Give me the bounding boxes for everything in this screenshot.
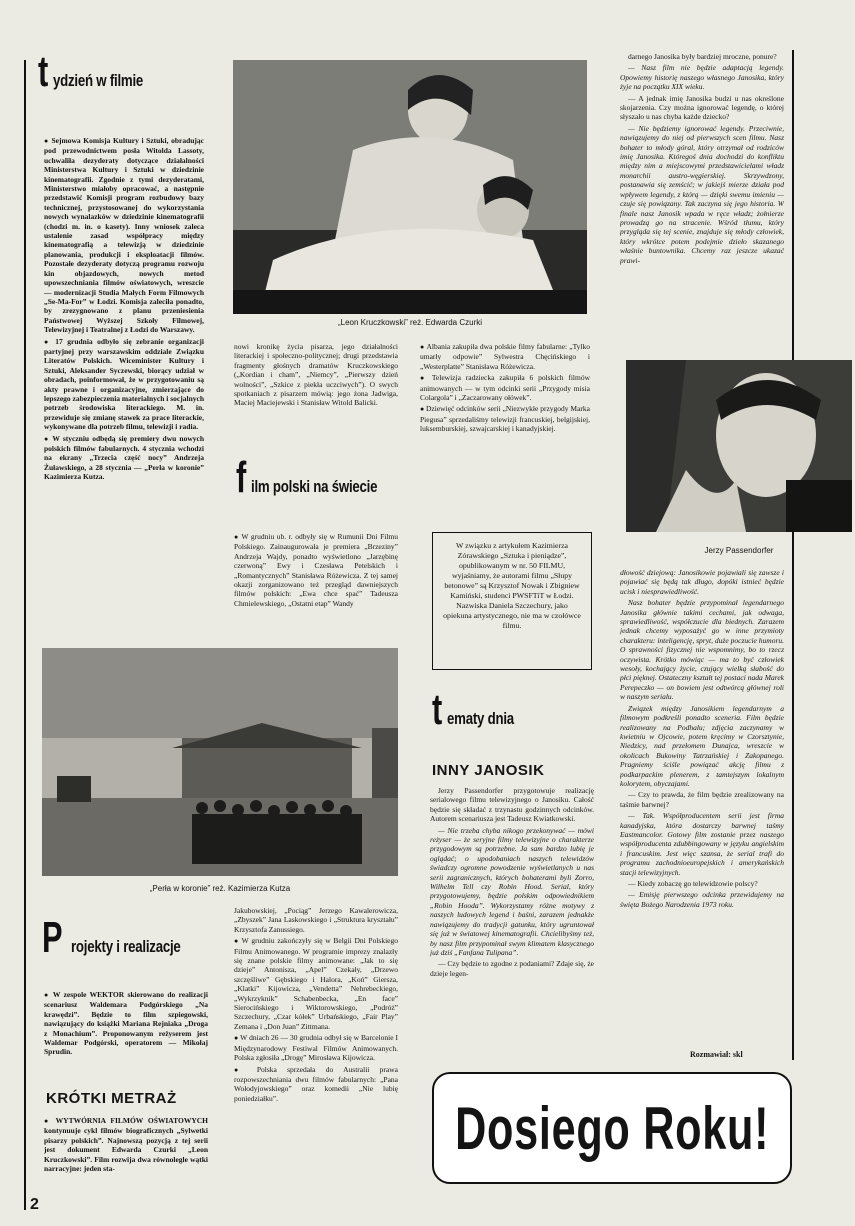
film-still-image [42,648,398,876]
news-column-film-polski: ● W grudniu ub. r. odbyły się w Rumunii Dni Filmu Polskiego. Zainaugurowała je premiera „Brzeziny” Andrzeja Wajdy, ponadto wyświetlono „Jarzębinę czerwoną” Ewy i Czesława Petelskich i „Romantycznych” Stanisława Różewicza. Z tej samej okazji zorganizowano też przegląd dawniejszych filmów polskich: „Ewa chce spać” Tadeusza Chmielewskiego, „Ostatni etap” Wandy [234,532,398,622]
news-item: ● 17 grudnia odbyło się zebranie organizacji partyjnej przy warszawskim oddziale Związku Literatów Polskich. Wiceminister Kultury i Sztuki, Aleksander Syczewski, biorący udział w obradach, poinformował, że w przygotowaniu są akty prawne i organizacyjne, zmierzające do lepszego zabezpieczenia materialnych i socjalnych potrzeb środowiska literackiego. M. in. przewiduje się zmianę stawek za prace literackie, wykonywane dla potrzeb filmu, telewizji i radia. [44,337,204,432]
column-rule [24,60,26,1210]
photo-caption: „Leon Kruczkowski” reż. Edwarda Czurki [337,318,483,327]
article-inny-janosik: Jerzy Passendorfer przygotowuje realizację serialowego filmu telewizyjnego o Janosiku. Całość będzie się składać z trzynastu godzinnych odcinków. Autorem scenariusza jest Tadeusz Kwiatkowski. — Nie trzeba chyba nikogo przekonywać — mówi reżyser — że seryjne filmy telewizyjne o charakterze przygodowym są potrzebne. Ja sam bardzo lubię je oglądać; o upodobaniach naszych telewidzów świadczy ogromne powodzenie wyświetlanych u nas serii zagranicznych, których bohaterami byli Zorro, Wilhelm Tell czy Robin Hood. Serial, który przygotowujemy, będzie polskim odpowiednikiem „Robin Hooda”. Wykorzystamy różne motywy z naszych ludowych legend i baśni, zarazem jednakże nawiązujemy do tradycji gatunku, który ugruntował się już w światowej kinematografii. Chcielibyśmy też, by nasz film przypominał swym klimatem klasycznego już dziś „Fanfana Tulipana”. — Czy będzie to zgodne z podaniami? Zdaje się, że dzieje legen- [430,786,594,978]
article-column-4-top: darnego Janosika były bardziej mroczne, ponure? — Nasz film nie będzie adaptacją legendy. Opowiemy historię naszego własnego Janosika, który żyje na początku XIX wieku. — A jednak imię Janosika budzi u nas określone skojarzenia. Czy można ignorować legendę, o której słyszało u nas chyba każde dziecko? — Nie będziemy ignorować legendy. Przeciwnie, nawiązujemy do niej od pierwszych scen filmu. Nasz bohater to młody góral, który otrzymał od rodziców imię Janosika. Któregoś dnia dochodzi do konfliktu między nim a miejscowymi przedstawicielami władz monarchii austro-węgierskiej. Skrzywdzony, postanawia się zemścić; w jakiejś mierze działa pod wpływem legendy, z którą — dzięki swemu imieniu — czuje się powiązany. Tak zaczyna się jego historia. W finale nasz Janosik wpada w ręce władz; żołnierze prowadzą go na stracenie. Wśród tłumu, który przygląda się tej scenie, znajduje się młody człowiek, który wkrótce potem podejmie dzieło skazanego właśnie buntownika. Chcemy raz jeszcze ukazać prawi- [620,52,784,265]
photo-jerzy-passendorfer [626,360,852,532]
page-number: 2 [30,1196,39,1213]
film-still-image [233,60,587,314]
photo-leon-kruczkowski [233,60,587,314]
news-item: ● W styczniu odbędą się premiery dwu nowych polskich filmów fabularnych. 4 stycznia wchodzi na ekrany „Trzecia część nocy” Andrzeja Żuławskiego, a 28 stycznia — „Perła w koronie” Kazimierza Kutza. [44,434,204,482]
photo-caption: „Perła w koronie” reż. Kazimierza Kutza [149,884,291,893]
news-column-3-top [420,342,590,512]
section-heading-tematy: t ematy dnia [432,685,514,734]
news-item: ● Sejmowa Komisja Kultury i Sztuki, obradując pod przewodnictwem posła Witolda Lassoty, uchwaliła dezyderaty dotyczące działalności Ministerstwa Kultury i Sztuki w dziedzinie kinematografii. Zgodnie z tymi dezyderatami, Ministerstwo miałoby opracować, a następnie przedstawić Komisji program rozbudowy bazy technicznej, przystosowanej do wykorzystania nowych wynalazków w dziedzinie kinematografii (chodzi m. in. o kasety). Inny wniosek zaleca ustalenie zasad współpracy między kinematografią a telewizją w dziedzinie planowania, produkcji i eksploatacji filmów. Pozostałe dezyderaty dotyczą programu rozwoju kin objazdowych, nowych metod upowszechniania filmów oświatowych, wreszcie — modernizacji Studia Małych Form Filmowych „Se-Ma-For” w Łodzi. Komisja zaleciła ponadto, by zrezygnowano z planu przeniesienia Państwowej Wyższej Szkoły Filmowej, Telewizyjnej i Teatralnej z Łodzi do Warszawy. [44,136,204,335]
krotki-metraz-heading: KRÓTKI METRAŻ [46,1090,177,1107]
section-heading-projekty: P rojekty i realizacje [42,913,181,962]
news-item: ● Albania zakupiła dwa polskie filmy fabularne: „Tylko umarły odpowie” Sylwestra Chęcińskiego i „Westerplatte” Stanisława Różewicza. [420,342,590,371]
new-year-banner: Dosiego Roku! [432,1072,792,1184]
column-rule [792,50,794,1060]
news-item: ● Telewizja radziecka zakupiła 6 polskich filmów animowanych — w tym odcinki serii „Przygody misia Colargola” i „Zaczarowany ołówek”. [420,373,590,402]
photo-caption: Jerzy Passendorfer [704,546,774,555]
article-column-4-bottom: dłowość dziejową: Janosikowie pojawiali się zawsze i pojawiać się będą tak długo, dopóki istnieć będzie ucisk i niesprawiedliwość. Nasz bohater będzie przypominał legendarnego Janosika głównie takimi cechami, jak odwaga, sprawiedliwość, współczucie dla biednych. Zarazem jednak chcemy wyposażyć go w inne przymioty charakteru: inteligencję, spryt, duże poczucie humoru. O sprawności fizycznej nie wspomnimy, bo to rzecz oczywista. Krótko mówiąc — ma to być człowiek wesoły, kochający życie, czujący wielką słabość do płci pięknej. Ostateczny kształt tej postaci nada Marek Perepeczko — on bowiem jest odtwórcą głównej roli w naszym serialu. Związek między Janosikiem legendarnym a filmowym podkreśli ponadto sceneria. Film będzie realizowany na Podhalu; zdjęcia zaczynamy w kwietniu w Ojcowie, potem kręcimy w Czorsztynie, Niedzicy, nad przełomem Dunajca, wreszcie w okolicach Bukowiny Tatrzańskiej i Zakopanego. Pragniemy ściśle powiązać akcję filmu z podkarpackim plenerem, z tamtejszym lokalnym kolorytem, obyczajami. — Czy to prawda, że film będzie zrealizowany na taśmie barwnej? — Tak. Współproducentem serii jest firma kanadyjska, która dostarczy barwnej taśmy Eastmancolor. Gotowy film zostanie przez naszego współproducenta zdubbingowany w języku angielskim i francuskim. Jest więc szansa, że serial trafi do programu zachodnioeuropejskich i amerykańskich stacji telewizyjnych. — Kiedy zobaczę go telewidzowie polscy? — Emisję pierwszego odcinka przewidujemy na święta Bożego Narodzenia 1973 roku. [620,568,784,909]
news-column-krotki: ● WYTWÓRNIA FILMÓW OŚWIATOWYCH kontynuuje cykl filmów biograficznych „Sylwetki pisarzy polskich”. Najnowszą pozycją z tej serii jest dokument Edwarda Czurki „Leon Kruczkowski”. Film rozwija dwa równolegle wątki narracyjne: jeden sta- [44,1116,208,1210]
portrait-image [626,360,852,532]
news-column-2-top: nowi kronikę życia pisarza, jego działalności literackiej i społeczno-politycznej; drugi przedstawia fragmenty głośnych dramatów Kruczkowskiego („Kordian i cham”, „Niemcy”, „Pierwszy dzień wolności”, „Szkice z piekła uczciwych”). O swych spotkaniach z pisarzem mówią: jego żona Jadwiga, Maciej Maciejewski i Stanisław Witold Balicki. [234,342,398,408]
news-column-projekty: ● W zespole WEKTOR skierowano do realizacji scenariusz Waldemara Podgórskiego „Na krawędzi”. Będzie to film szpiegowski, nawiązujący do książki Mariana Rejniaka „Droga z Monachium”. Proponowanym reżyserem jest Waldemar Podgórski, operatorem — Mikołaj Sprudin. [44,990,208,1070]
interview-signature: Rozmawiał: skl [690,1050,743,1059]
news-column-1 [44,136,204,612]
article-title-inny-janosik: INNY JANOSIK [432,762,545,779]
section-heading-tydzien: t ydzień w filmie [38,47,143,96]
news-item: ● Dziewięć odcinków serii „Niezwykłe przygody Marka Piegusa” sprzedaliśmy telewizji francuskiej, belgijskiej, luksemburskiej, szwajcarskiej i kanadyjskiej. [420,404,590,433]
news-column-2-bottom: Jakubowskiej, „Pociąg” Jerzego Kawalerowicza, „Zbyszek” Jana Laskowskiego i „Struktura kryształu” Krzysztofa Zanussiego. ● W grudniu zakończyły się w Belgii Dni Polskiego Filmu Animowanego. W programie imprezy znalazły się znane polskie filmy animowane: „Jak to się dzieje” Antoniszа, „Apel” Czekały, „Drzewo szczęśliwe” Gębskiego i Halora, „Koń” Giersza, „Klatki” Kijowicza, „Vendetta” Nehrebeckiego, „Wykrzyknik” Schabenbecka, „En face” Sierocińskiego i Wiktorowskiego, „Podróż” Szczechury, „Czar kółek” Urbańskiego, „Fair Play” Zemana i „Don Juan” Zittmana. ● W dniach 26 — 30 grudnia odbył się w Barcelonie I Międzynarodowy Festiwal Filmów Animowanych. Polska zgłosiła „Drogę” Mirosława Kijowicza. ● Polska sprzedała do Australii prawa rozpowszechniania dwu filmów fabularnych: „Pana Wołodyjowskiego” oraz komedii „Nie lubię poniedziałku”. [234,906,398,1206]
photo-perla-w-koronie [42,648,398,876]
section-heading-film-polski: f ilm polski na świecie [236,453,377,502]
correction-box: W związku z artykułem Kazimierza Zórawskiego „Sztuka i pieniądze”, opublikowanym w nr. 50 FILMU, wyjaśniamy, że autorami filmu „Słupy betonowe” są Krzysztof Nowak i Zbigniew Kamiński, studenci PWSFTiT w Łodzi. Nazwiska Daniela Szczechury, jako opiekuna artystycznego, nie ma w czołówce filmu. [432,532,592,670]
